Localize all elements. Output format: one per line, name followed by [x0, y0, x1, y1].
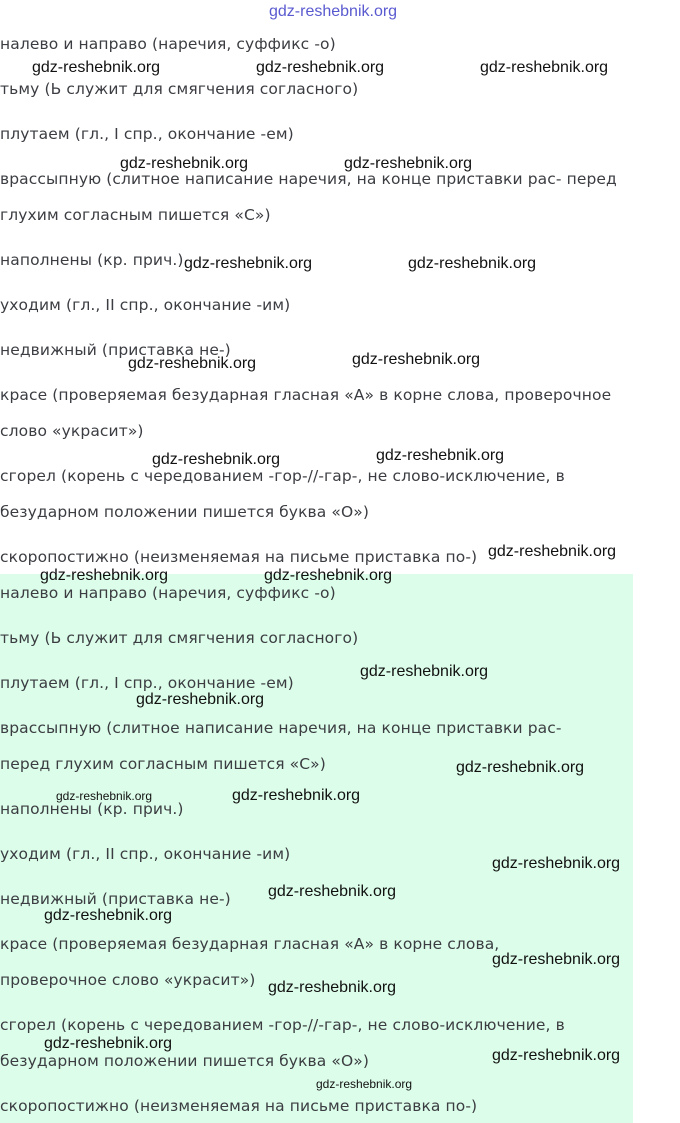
- watermark: gdz-reshebnik.org: [44, 907, 173, 924]
- text-line: наполнены (кр. прич.): [0, 800, 184, 818]
- text-line: скоропостижно (неизменяемая на письме приставка по-): [0, 548, 478, 566]
- watermark: gdz-reshebnik.org: [492, 951, 621, 968]
- text-line: тьму (Ь служит для смягчения согласного): [0, 629, 359, 647]
- watermark: gdz-reshebnik.org: [56, 789, 153, 803]
- watermark: gdz-reshebnik.org: [120, 155, 249, 172]
- text-line: слово «украсит»): [0, 422, 144, 440]
- watermark: gdz-reshebnik.org: [32, 59, 161, 76]
- text-line: недвижный (приставка не-): [0, 341, 231, 359]
- text-line: плутаем (гл., I спр., окончание -ем): [0, 674, 294, 692]
- watermark: gdz-reshebnik.org: [44, 1035, 173, 1052]
- text-line: наполнены (кр. прич.): [0, 251, 184, 269]
- text-line: уходим (гл., II спр., окончание -им): [0, 845, 291, 863]
- text-line: налево и направо (наречия, суффикс -о): [0, 35, 336, 53]
- text-line: красе (проверяемая безударная гласная «А» в корне слова, проверочное: [0, 386, 612, 404]
- text-line: безударном положении пишется буква «О»): [0, 1052, 370, 1070]
- watermark: gdz-reshebnik.org: [376, 447, 505, 464]
- text-line: безударном положении пишется буква «О»): [0, 503, 370, 521]
- watermark: gdz-reshebnik.org: [408, 255, 537, 272]
- text-line: врассыпную (слитное написание наречия, на конце приставки рас- перед: [0, 170, 617, 188]
- text-line: плутаем (гл., I спр., окончание -ем): [0, 125, 294, 143]
- watermark: gdz-reshebnik.org: [352, 351, 481, 368]
- watermark: gdz-reshebnik.org: [40, 567, 169, 584]
- text-line: врассыпную (слитное написание наречия, на конце приставки рас-: [0, 719, 562, 737]
- watermark: gdz-reshebnik.org: [184, 255, 313, 272]
- text-line: уходим (гл., II спр., окончание -им): [0, 296, 291, 314]
- watermark: gdz-reshebnik.org: [152, 451, 281, 468]
- watermark: gdz-reshebnik.org: [492, 855, 621, 872]
- text-line: налево и направо (наречия, суффикс -о): [0, 584, 336, 602]
- watermark: gdz-reshebnik.org: [344, 155, 473, 172]
- watermark: gdz-reshebnik.org: [264, 567, 393, 584]
- watermark: gdz-reshebnik.org: [456, 759, 585, 776]
- text-line: проверочное слово «украсит»): [0, 971, 256, 989]
- watermark: gdz-reshebnik.org: [136, 691, 265, 708]
- watermark: gdz-reshebnik.org: [488, 543, 617, 560]
- text-line: недвижный (приставка не-): [0, 890, 231, 908]
- text-line: тьму (Ь служит для смягчения согласного): [0, 80, 359, 98]
- watermark: gdz-reshebnik.org: [492, 1047, 621, 1064]
- text-line: красе (проверяемая безударная гласная «А» в корне слова,: [0, 935, 500, 953]
- text-line: перед глухим согласным пишется «С»): [0, 755, 326, 773]
- watermark: gdz-reshebnik.org: [480, 59, 609, 76]
- text-line: глухим согласным пишется «С»): [0, 206, 271, 224]
- watermark: gdz-reshebnik.org: [269, 3, 398, 20]
- watermark: gdz-reshebnik.org: [268, 979, 397, 996]
- watermark: gdz-reshebnik.org: [232, 787, 361, 804]
- watermark: gdz-reshebnik.org: [360, 663, 489, 680]
- text-line: сгорел (корень с чередованием -гор-//-гар-, не слово-исключение, в: [0, 467, 565, 485]
- watermark: gdz-reshebnik.org: [316, 1077, 413, 1091]
- watermark: gdz-reshebnik.org: [268, 883, 397, 900]
- text-line: сгорел (корень с чередованием -гор-//-гар-, не слово-исключение, в: [0, 1016, 565, 1034]
- text-line: скоропостижно (неизменяемая на письме приставка по-): [0, 1097, 478, 1115]
- watermark: gdz-reshebnik.org: [128, 355, 257, 372]
- watermark: gdz-reshebnik.org: [256, 59, 385, 76]
